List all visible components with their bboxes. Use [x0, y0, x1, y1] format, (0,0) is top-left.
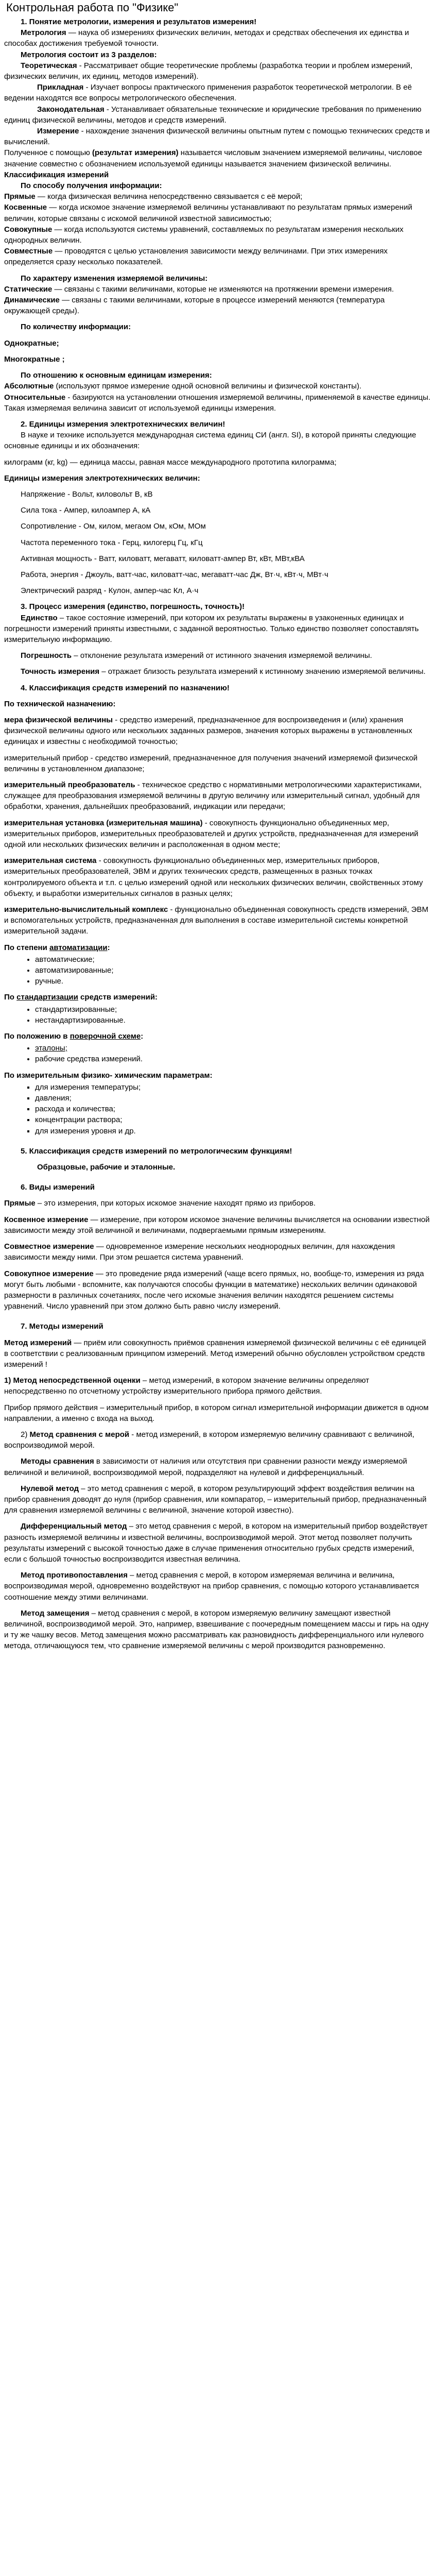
- list-item: [35, 1043, 432, 1054]
- unit-energy: Работа, энергия - Джоуль, ватт-час, киловатт-час, мегаватт-час Дж, Вт·ч, кВт·ч, МВт·ч: [21, 570, 328, 579]
- list-item: ▪ расхода и количества;: [35, 1104, 432, 1114]
- text: :: [141, 1032, 144, 1041]
- comparison-methods: [4, 1456, 432, 1478]
- term: мера физической величины: [4, 715, 113, 724]
- definition: - средство измерений, предназначенное для воспроизведения и (или) хранения физической величины одного или нескольких заданных размеров, значения которых выражены в установленных единицах и известны с необходимой точностью;: [4, 715, 412, 747]
- term: измерительный прибор: [4, 753, 89, 762]
- theoretical-definition: [4, 60, 432, 82]
- definition: – это измерения, при которых искомое значение находят прямо из приборов.: [35, 1199, 316, 1208]
- definition: — приём или совокупность приёмов сравнения измеряемой физической величины с её единицей в соответствии с реализованным принципом измерений. Метод измерений обычно обусловлен устройством средств измерений !: [4, 1338, 426, 1369]
- link[interactable]: эталоны;: [35, 1044, 67, 1053]
- aggregate-kind-definition: [4, 1268, 432, 1312]
- term: Прикладная: [37, 83, 84, 92]
- term: измерительный преобразователь: [4, 780, 135, 789]
- definition: - нахождение значения физической величины опытным путем с помощью технических средств и вычислений.: [4, 127, 430, 147]
- term: 1) Метод непосредственной оценки: [4, 1376, 141, 1385]
- direct-evaluation-method: [4, 1375, 432, 1397]
- definition: — это проведение ряда измерений (чаще всего прямых, но, вообще-то, измерения из ряда могут быть любыми - вспомните, как получаются способы функции в математике) нескольких величин одинаковой размерности в различных сочетаниях, после чего искомые значения величин находятся решением системы уравнений. Число уравнений при этом должно быть равно числу измерений.: [4, 1269, 424, 1311]
- term: Метод замещения: [21, 1608, 90, 1618]
- section-5-subheading: Образцовые, рабочие и эталонные.: [37, 1163, 176, 1172]
- definition: – метод измерений, в котором значение величины определяют непосредственно по отсчетному устройству измерительного прибора прямого действия.: [4, 1376, 370, 1396]
- term: Единство: [21, 613, 58, 622]
- direct-kind-definition: [4, 1198, 432, 1209]
- unit-power: Активная мощность - Ватт, киловатт, мегаватт, киловатт-ампер Вт, кВт, МВт,кВА: [21, 554, 305, 563]
- indirect-definition: [4, 202, 432, 224]
- metrology-sections-heading: Метрология состоит из 3 разделов:: [21, 50, 157, 59]
- definition: – метод сравнения с мерой, в котором измеряемая величина и величина, воспроизводимая мерой, одновременно воздействуют на прибор сравнения, с помощью которого устанавливается соотношение между этими величинами.: [4, 1571, 419, 1602]
- definition: — проводятся с целью установления зависимости между величинами. При этих измерениях определяется сразу несколько показателей.: [4, 247, 388, 267]
- list-item: ▪ для измерения температуры;: [35, 1082, 432, 1093]
- text: Полученное с помощью: [4, 148, 92, 158]
- term: Статические: [4, 284, 53, 294]
- link[interactable]: стандартизации: [16, 993, 78, 1002]
- si-paragraph: В науке и технике используется международная система единиц СИ (англ. SI), в которой приняты следующие основные единицы и их обозначения:: [4, 431, 416, 451]
- list-item: • нестандартизированные.: [35, 1015, 432, 1026]
- term: Косвенные: [4, 203, 47, 212]
- term: Метод измерений: [4, 1338, 72, 1347]
- simultaneous-definition: [4, 246, 432, 267]
- definition: — измерение, при котором искомое значение величины вычисляется на основании известной зависимости между этой величиной и величинами, подвергаемыми прямым измерениям.: [4, 1215, 430, 1235]
- unit-frequency: Частота переменного тока - Герц, килогерц Гц, кГц: [21, 538, 203, 547]
- verification-list: [4, 1043, 432, 1064]
- term: Дифференциальный метод: [21, 1522, 127, 1531]
- section-1-heading: 1. Понятие метрологии, измерения и результатов измерения!: [21, 18, 257, 26]
- by-count-heading: По количеству информации:: [21, 323, 131, 332]
- measure-definition: [4, 715, 432, 748]
- joint-kind-definition: [4, 1241, 432, 1263]
- standardization-heading: [4, 992, 432, 1003]
- list-item: • рабочие средства измерений.: [35, 1054, 432, 1064]
- units-heading: Единицы измерения электротехнических величин:: [4, 473, 200, 483]
- term: Точность измерения: [21, 667, 100, 676]
- link[interactable]: автоматизации: [49, 943, 108, 952]
- definition: - совокупность функционально объединенных мер, измерительных приборов, измерительных преобразователей, ЭВМ и других технических средств, размещенных в разных точках контролируемого объекта и т.п. с целью измерений одной или нескольких физических величин, свойственных этому объекту, и выработки измерительных сигналов в разных целях;: [4, 856, 423, 898]
- section-5-heading: 5. Классификация средств измерений по метрологическим функциям!: [21, 1146, 292, 1156]
- definition: — когда искомое значение измеряемой величины устанавливают по результатам прямых измерений величин, которые связаны с искомой величиной известной зависимостью;: [4, 203, 412, 223]
- definition: (используют прямое измерение одной основной величины и физической константы).: [54, 382, 362, 391]
- opposition-method: [4, 1570, 432, 1603]
- relative-definition: [4, 392, 432, 414]
- definition: - Рассматривает общие теоретические проблемы (разработка теории и проблем измерений, физических величин, их единиц, методов измерений).: [4, 61, 413, 81]
- unit-voltage: Напряжение - Вольт, киловольт В, кВ: [21, 489, 153, 499]
- legal-definition: [4, 104, 432, 126]
- null-method: [4, 1483, 432, 1516]
- definition: – такое состояние измерений, при котором их результаты выражены в узаконенных единицах и погрешности измерений приняты известными, с заданной вероятностью. Только единство позволяет сопоставлять измерительную информацию.: [4, 613, 419, 644]
- term: Законодательная: [37, 105, 104, 114]
- by-nature-heading: По характеру изменения измеряемой величины:: [21, 274, 208, 283]
- definition: — связаны с такими величинами, которые не изменяются на протяжении времени измерения.: [52, 284, 394, 294]
- measurement-definition: [4, 126, 432, 147]
- list-item: • автоматизированные;: [35, 965, 432, 976]
- definition: — связаны с такими величинами, которые в процессе измерений меняются (температура окружающей среды).: [4, 296, 385, 316]
- list-item: ▪ давления;: [35, 1093, 432, 1104]
- absolute-definition: [4, 381, 432, 392]
- substitution-method: [4, 1608, 432, 1652]
- definition: — когда физическая величина непосредственно связывается с её мерой;: [35, 192, 303, 201]
- direct-action-instrument: Прибор прямого действия – измерительный прибор, в котором сигнал измерительной информации движется в одном направлении, а именно с входа на выход.: [4, 1403, 429, 1423]
- term: Совместное измерение: [4, 1242, 94, 1251]
- term: Теоретическая: [21, 61, 77, 70]
- definition: - Изучает вопросы практического применения разработок теоретической метрологии. В её ведении находятся все вопросы метрологического обеспечения.: [4, 83, 412, 103]
- unit-charge: Электрический разряд - Кулон, ампер-час Кл, А·ч: [21, 586, 199, 596]
- link[interactable]: поверочной схеме: [69, 1032, 141, 1041]
- term: Совокупные: [4, 225, 53, 234]
- term: Методы сравнения: [21, 1457, 94, 1466]
- error-definition: [4, 650, 432, 661]
- indirect-kind-definition: [4, 1214, 432, 1236]
- differential-method: [4, 1521, 432, 1565]
- direct-definition: [4, 191, 432, 202]
- term: Погрешность: [21, 651, 72, 660]
- term: Метрология: [21, 28, 66, 38]
- definition: - базируются на установлении отношения измеряемой величины, применяемой в качестве единицы. Такая измеряемая величина зависит от используемой единицы измерения.: [4, 393, 431, 413]
- text: средств измерений:: [78, 993, 158, 1002]
- definition: — наука об измерениях физических величин, методах и средствах обеспечения их единства и способах достижения требуемой точности.: [4, 28, 409, 48]
- definition: – отклонение результата измерений от истинного значения измеряемой величины.: [72, 651, 372, 660]
- by-units-heading: По отношению к основным единицам измерения:: [21, 371, 212, 380]
- definition: в зависимости от наличия или отсутствия при сравнении разности между измеряемой величиной и величиной, воспроизводимой мерой, подразделяют на нулевой и дифференциальный.: [4, 1457, 407, 1477]
- term: Прямые: [4, 192, 36, 201]
- term: Совместные: [4, 247, 53, 256]
- parameters-list: [4, 1082, 432, 1137]
- system-definition: [4, 855, 432, 899]
- result-definition: [4, 147, 432, 169]
- section-7-heading: 7. Методы измерений: [21, 1322, 103, 1331]
- list-item: • стандартизированные;: [35, 1004, 432, 1015]
- term: измерительная установка (измерительная машина): [4, 818, 203, 827]
- definition: – отражает близость результата измерений к истинному значению измеряемой величины.: [99, 667, 426, 676]
- classification-heading: Классификация измерений: [4, 170, 109, 179]
- section-4-heading: 4. Классификация средств измерений по назначению!: [21, 683, 230, 692]
- comparison-with-measure-method: [4, 1429, 432, 1451]
- definition: — когда используются системы уравнений, составляемых по результатам измерения нескольких однородных величин.: [4, 225, 404, 245]
- definition: - техническое средство с нормативными метрологическими характеристиками, служащее для преобразования измеряемой величины в другую величину или измерительный сигнал, удобный для обработки, хранения, дальнейших преобразований, индикации или передачи;: [4, 780, 422, 811]
- definition: - совокупность функционально объединенных мер, измерительных приборов, измерительных преобразователей и других устройств, предназначенная для измерений одной или нескольких физических величин и расположенная в одном месте;: [4, 818, 418, 849]
- transducer-definition: [4, 779, 432, 812]
- definition: - средство измерений, предназначенное для получения значений измеряемой физической величины в установленном диапазоне;: [4, 753, 418, 773]
- accuracy-definition: [4, 666, 432, 677]
- static-definition: [4, 284, 432, 295]
- multiple-label: Многократные ;: [4, 354, 65, 364]
- text: :: [107, 943, 110, 952]
- instrument-definition: [4, 753, 432, 774]
- text: По: [4, 993, 17, 1002]
- verification-heading: [4, 1031, 432, 1042]
- term: Абсолютные: [4, 382, 54, 391]
- standardization-list: [4, 1004, 432, 1026]
- term: Измерение: [37, 127, 79, 136]
- unit-current: Сила тока - Ампер, килоампер А, кА: [21, 506, 151, 515]
- term: Нулевой метод: [21, 1484, 79, 1493]
- definition: - функционально объединенная совокупность средств измерений, ЭВМ и вспомогательных устройств, предназначенная для выполнения в составе измерительной системы конкретной измерительной задачи.: [4, 905, 429, 936]
- definition: - метод измерений, в котором измеряемую величину сравнивают с величиной, воспроизводимой мерой.: [4, 1430, 414, 1450]
- document: [0, 1, 436, 1657]
- section-2-heading: 2. Единицы измерения электротехнических величин!: [21, 419, 225, 429]
- text: По степени: [4, 943, 49, 952]
- definition: — одновременное измерение нескольких неоднородных величин, для нахождения зависимости между ними. При этом решается система уравнений.: [4, 1242, 395, 1262]
- definition: - Устанавливает обязательные технические и юридические требования по применению единиц физической величины, методов и средств измерений.: [4, 105, 422, 125]
- technical-heading: По технической назначению:: [4, 699, 116, 708]
- applied-definition: [4, 82, 432, 104]
- term: Метод противопоставления: [21, 1571, 128, 1580]
- term: Динамические: [4, 296, 60, 305]
- method-definition: [4, 1337, 432, 1370]
- automation-list: [4, 954, 432, 987]
- list-item: ▪ концентрации раствора;: [35, 1114, 432, 1125]
- definition: – метод сравнения с мерой, в котором измеряемую величину замещают известной величиной, воспроизводимой мерой. Это, например, взвешивание с поочередным помещением массы и гирь на одну и ту же чашку весов. Метод замещения можно рассматривать как разновидность дифференциального или нулевого метода, отличающуюся тем, что сравнение измеряемой величины с мерой производится разновременно.: [4, 1608, 429, 1651]
- definition: называется числовым значением измеряемой величины, числовое значение совместно с обозначением используемой единицы называется значением физической величины.: [4, 148, 422, 168]
- definition: – это метод сравнения с мерой, в котором результирующий эффект воздействия величин на прибор сравнения доводят до нуля (прибор сравнения, или компаратор, – измерительный прибор, предназначенный для сравнения измеряемой величины с величиной, значение которой известно).: [4, 1484, 427, 1515]
- term: Совокупное измерение: [4, 1269, 94, 1278]
- term: (результат измерения): [92, 148, 179, 158]
- definition: – это метод сравнения с мерой, в котором на измерительный прибор воздействует разность измеряемой величины и известной величины, воспроизводимой мерой. Этот метод позволяет получить результаты измерений с высокой точностью даже в случае применения относительно грубых средств измерений, если с большой точностью воспроизводится известная величина.: [4, 1522, 428, 1564]
- single-label: Однократные;: [4, 338, 59, 348]
- term: измерительно-вычислительный комплекс: [4, 905, 168, 914]
- term: Прямые: [4, 1199, 36, 1208]
- text: По положению в: [4, 1032, 70, 1041]
- dynamic-definition: [4, 295, 432, 316]
- section-6-heading: 6. Виды измерений: [21, 1183, 95, 1192]
- page-title: Контрольная работа по "Физике": [6, 1, 179, 14]
- complex-definition: [4, 904, 432, 937]
- unit-resistance: Сопротивление - Ом, килом, мегаом Ом, кОм, МОм: [21, 522, 206, 531]
- unity-definition: [4, 613, 432, 646]
- kilogram-paragraph: килограмм (кг, kg) — единица массы, равная массе международного прототипа килограмма;: [4, 457, 337, 467]
- by-method-heading: По способу получения информации:: [21, 181, 162, 191]
- list-item: • ручные.: [35, 976, 432, 987]
- parameters-heading: По измерительным физико- химическим параметрам:: [4, 1071, 213, 1080]
- automation-heading: [4, 942, 432, 953]
- setup-definition: [4, 818, 432, 851]
- metrology-definition: [4, 27, 432, 49]
- list-item: • автоматические;: [35, 954, 432, 965]
- term: Косвенное измерение: [4, 1215, 89, 1224]
- term: Метод сравнения с мерой: [29, 1430, 130, 1439]
- text: 2): [21, 1430, 30, 1439]
- joint-definition: [4, 224, 432, 246]
- list-item: ▪ для измерения уровня и др.: [35, 1126, 432, 1137]
- section-3-heading: 3. Процесс измерения (единство, погрешность, точность)!: [21, 602, 245, 612]
- term: Относительные: [4, 393, 66, 402]
- term: измерительная система: [4, 856, 97, 866]
